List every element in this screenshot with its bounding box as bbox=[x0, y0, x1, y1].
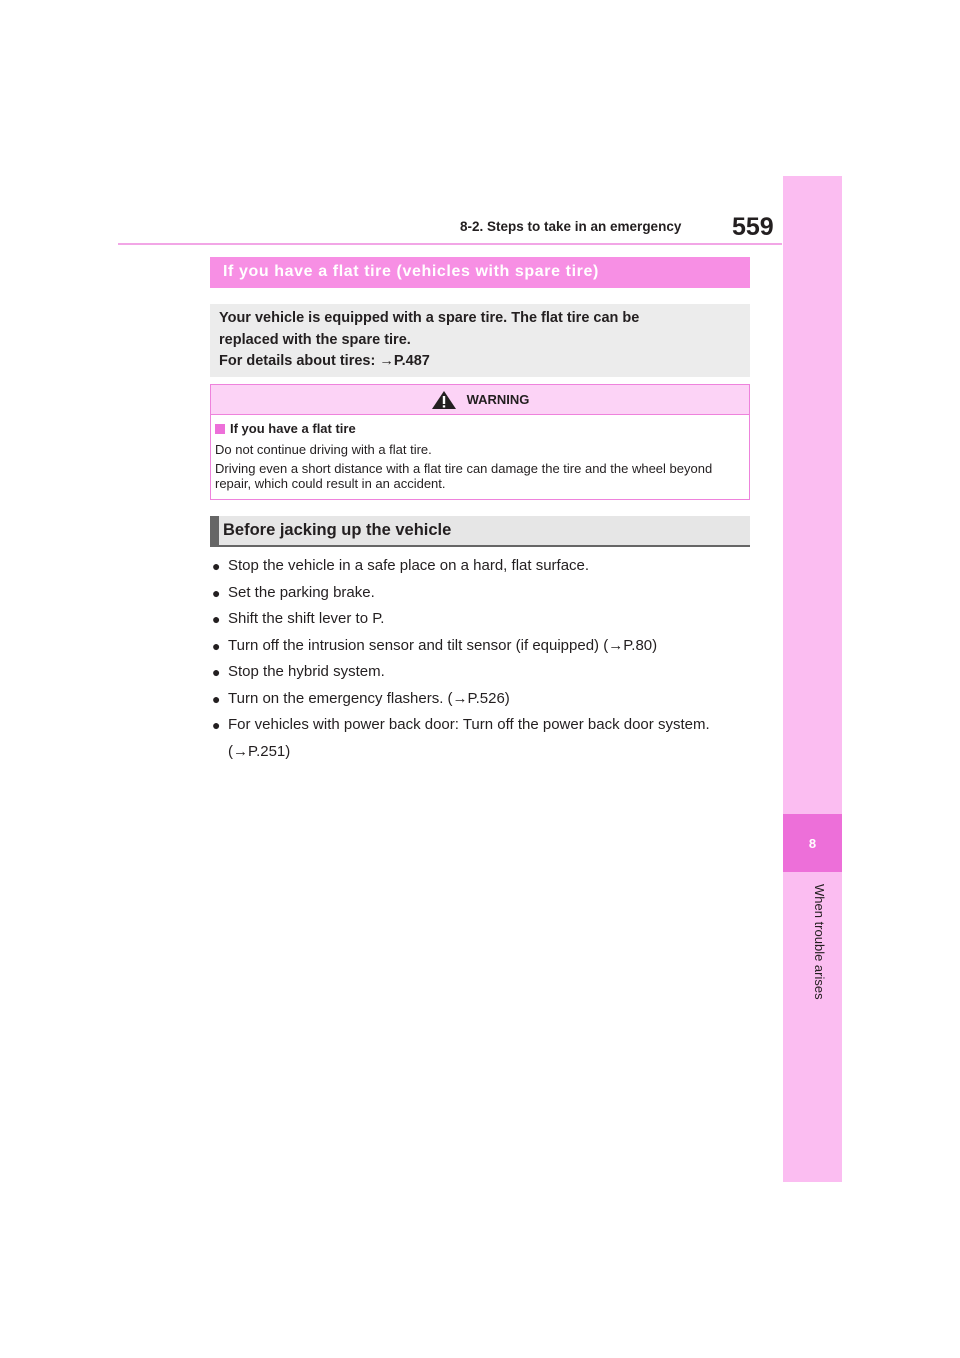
warning-body bbox=[211, 415, 749, 491]
square-bullet-icon bbox=[215, 424, 225, 434]
intro-box bbox=[210, 304, 750, 377]
intro-line: replaced with the spare tire. bbox=[219, 331, 411, 348]
list-item-text: Stop the vehicle in a safe place on a hard, flat surface. bbox=[228, 557, 590, 574]
header-divider bbox=[118, 243, 782, 245]
warning-triangle-icon bbox=[431, 390, 457, 410]
warning-heading-text: If you have a flat tire bbox=[230, 421, 356, 436]
section-title: If you have a flat tire (vehicles with spare tire) bbox=[210, 257, 750, 288]
bullet-list bbox=[212, 553, 772, 765]
warning-heading bbox=[215, 420, 745, 437]
subsection-title: Before jacking up the vehicle bbox=[210, 516, 750, 547]
bullet-dot-icon: ● bbox=[212, 637, 221, 654]
list-item bbox=[212, 712, 772, 765]
list-item-text[interactable]: Turn on the emergency flashers. (→P.526) bbox=[228, 689, 510, 707]
warning-paragraph: Do not continue driving with a flat tire. bbox=[215, 442, 432, 457]
intro-line: Your vehicle is equipped with a spare tire. The flat tire can be bbox=[219, 310, 640, 326]
list-item-text: Set the parking brake. bbox=[228, 583, 375, 601]
warning-box bbox=[210, 384, 750, 500]
bullet-dot-icon: ● bbox=[212, 717, 221, 733]
chapter-label: When trouble arises bbox=[812, 884, 827, 1000]
warning-label: WARNING bbox=[466, 392, 530, 407]
bullet-dot-icon: ● bbox=[212, 584, 221, 601]
list-item bbox=[212, 633, 772, 660]
warning-header bbox=[211, 385, 749, 415]
warning-paragraph: Driving even a short distance with a flat tire can damage the tire and the wheel beyond repair, which could result in an accident. bbox=[215, 461, 713, 491]
bullet-dot-icon: ● bbox=[212, 558, 221, 574]
list-item-text[interactable]: Turn off the intrusion sensor and tilt sensor (if equipped) (→P.80) bbox=[228, 636, 658, 654]
intro-line-reference[interactable]: For details about tires: →P.487 bbox=[219, 353, 430, 369]
list-item bbox=[212, 686, 772, 713]
list-item bbox=[212, 553, 772, 580]
list-item-text: Shift the shift lever to P. bbox=[228, 610, 385, 627]
bullet-dot-icon: ● bbox=[212, 611, 221, 627]
list-item bbox=[212, 606, 772, 633]
list-item bbox=[212, 659, 772, 686]
chapter-number-tab[interactable]: 8 bbox=[783, 814, 842, 872]
list-item-text: Stop the hybrid system. bbox=[228, 663, 385, 680]
running-header: 8-2. Steps to take in an emergency bbox=[460, 219, 682, 234]
bullet-dot-icon: ● bbox=[212, 690, 221, 707]
side-tab bbox=[783, 176, 842, 1182]
bullet-dot-icon: ● bbox=[212, 664, 221, 680]
page-number: 559 bbox=[732, 213, 774, 241]
list-item-text[interactable]: For vehicles with power back door: Turn off the power back door system. (→P.251) bbox=[228, 716, 710, 760]
list-item bbox=[212, 580, 772, 607]
